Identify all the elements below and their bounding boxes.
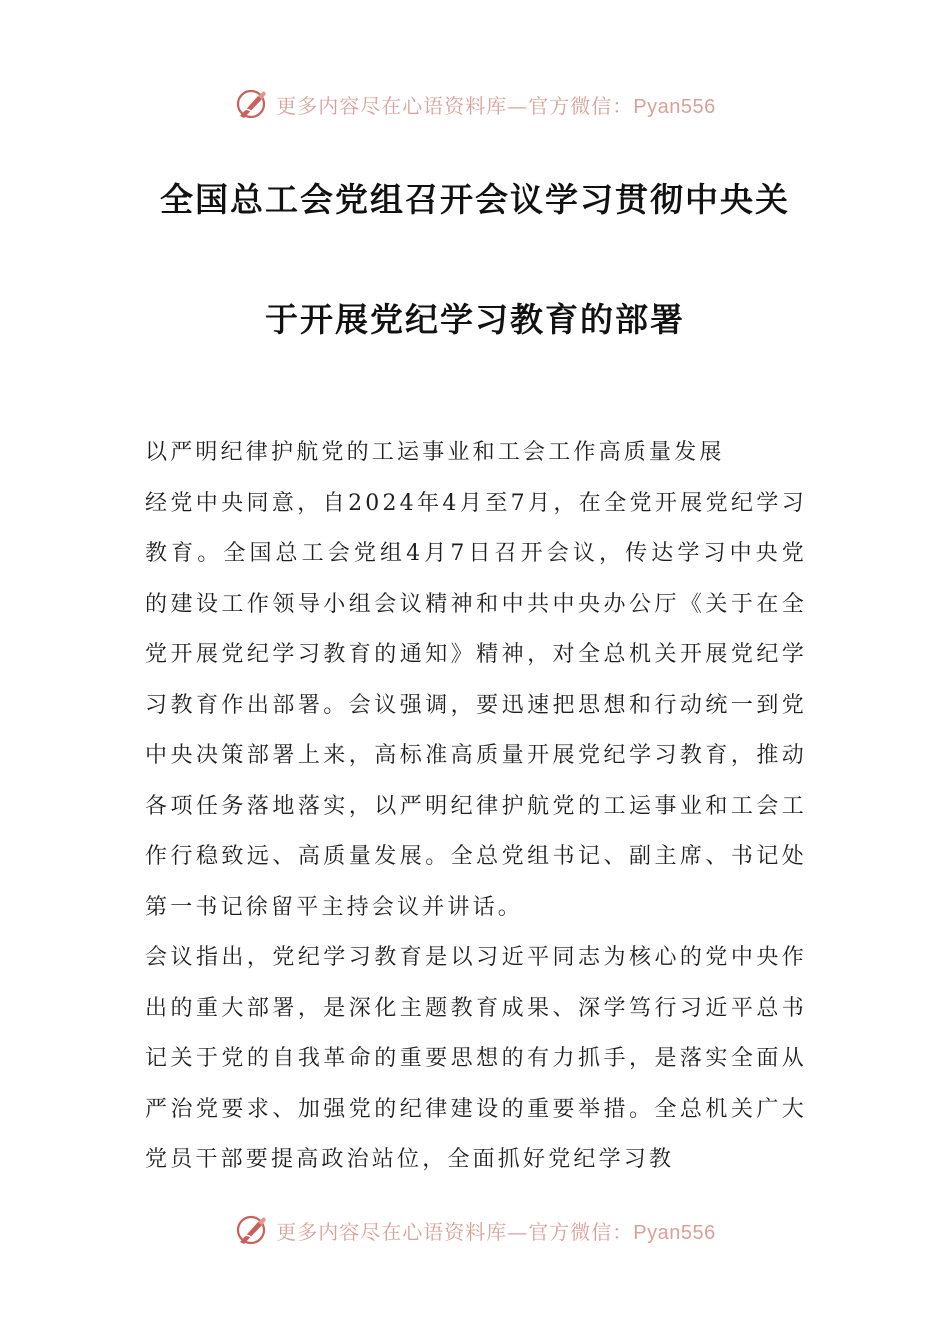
paragraph: 会议指出，党纪学习教育是以习近平同志为核心的党中央作出的重大部署，是深化主题教育成果、深学笃行习近平总书记关于党的自我革命的重要思想的有力抓手，是落实全面从严治党要求、加强党的纪律建设的重要举措。全总机关广大党员干部要提高政治站位，全面抓好党纪学习教 [145, 945, 807, 1172]
watermark-text: 更多内容尽在心语资料库—官方微信：Pyan556 [276, 93, 716, 118]
document-title-line-2: 于开展党纪学习教育的部署 [265, 300, 685, 339]
watermark-text: 更多内容尽在心语资料库—官方微信：Pyan556 [276, 1219, 716, 1244]
pen-logo-icon [234, 1214, 270, 1246]
paragraph-subtitle: 以严明纪律护航党的工运事业和工会工作高质量发展 [145, 440, 725, 465]
document-title-line-1: 全国总工会党组召开会议学习贯彻中央关 [160, 180, 790, 219]
paragraph: 经党中央同意，自2024年4月至7月，在全党开展党纪学习教育。全国总工会党组4月7日召开会议，传达学习中央党的建设工作领导小组会议精神和中共中央办公厅《关于在全党开展党纪学习教育的通知》精神，对全总机关开展党纪学习教育作出部署。会议强调，要迅速把思想和行动统一到党中央决策部署上来，高标准高质量开展党纪学习教育，推动各项任务落地落实，以严明纪律护航党的工运事业和工会工作行稳致远、高质量发展。全总党组书记、副主席、书记处第一书记徐留平主持会议并讲话。 [145, 490, 807, 920]
article-body [145, 428, 807, 1186]
watermark-header [0, 84, 950, 124]
pen-logo-icon [234, 88, 270, 120]
watermark-footer [0, 1210, 950, 1250]
